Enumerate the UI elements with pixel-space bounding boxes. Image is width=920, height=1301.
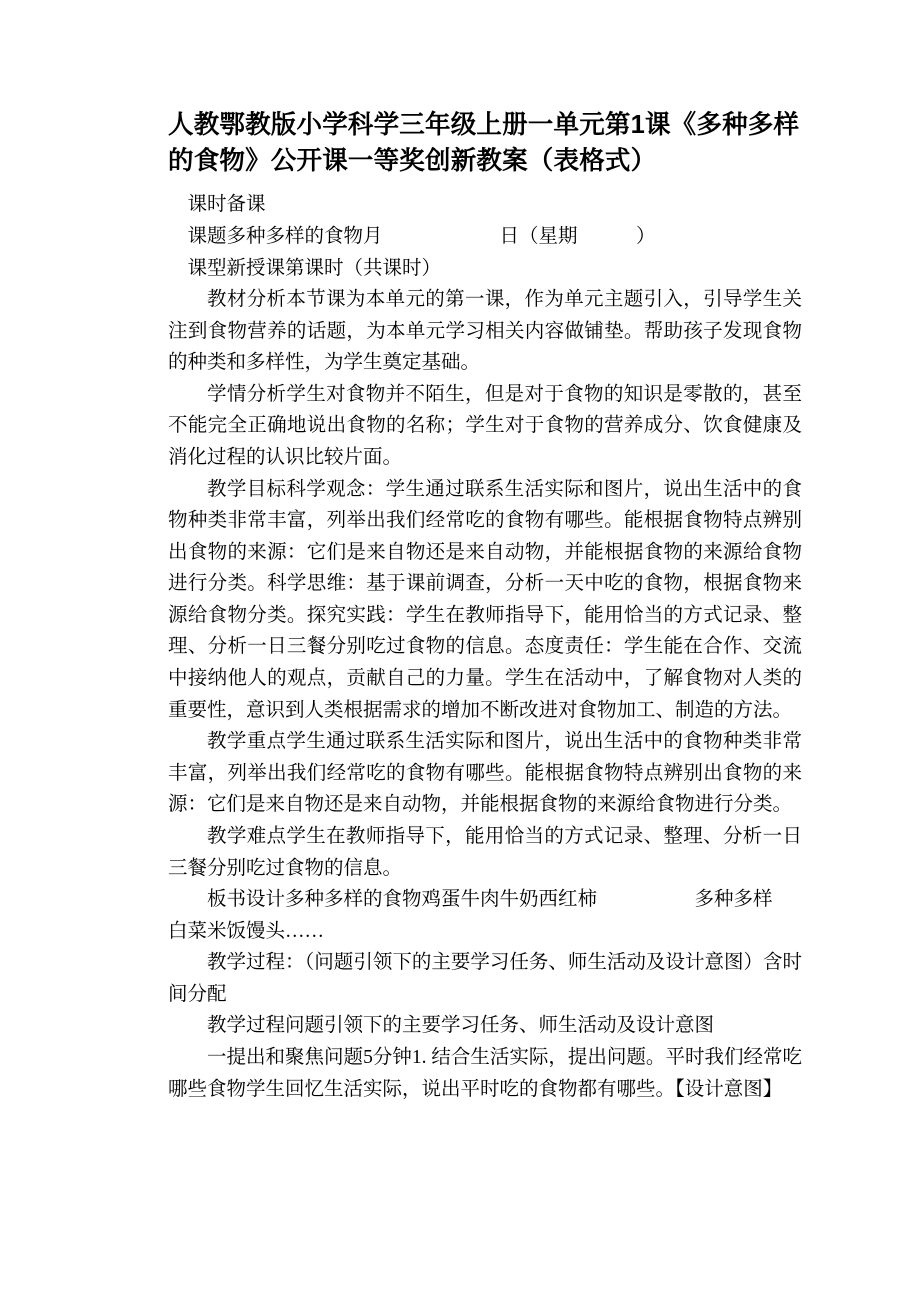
meta-line-topic: 课题多种多样的食物月 日（星期 ） xyxy=(187,225,656,247)
paragraph-teaching-objectives: 教学目标科学观念：学生通过联系生活实际和图片，说出生活中的食物种类非常丰富，列举出我们经常吃的食物有哪些。能根据食物特点辨别出食物的来源：它们是来自物还是来自动物，并能根据食物的来源给食物进行分类。科学思维：基于课前调查，分析一天中吃的食物，根据食物来源给食物分类。探究实践：学生在教师指导下，能用恰当的方式记录、整理、分析一日三餐分别吃过食物的信息。态度责任：学生能在合作、交流中接纳他人的观点，贡献自己的力量。学生在活动中，了解食物对人类的重要性，意识到人类根据需求的增加不断改进对食物加工、制造的方法。 xyxy=(168,478,802,721)
paragraph-material-analysis: 教材分析本节课为本单元的第一课，作为单元主题引入，引导学生关注到食物营养的话题，为本单元学习相关内容做铺垫。帮助孩子发现食物的种类和多样性，为学生奠定基础。 xyxy=(168,289,802,374)
meta-line-lesson-type: 课型新授课第课时（共课时） xyxy=(187,257,442,279)
paragraph-student-analysis: 学情分析学生对食物并不陌生，但是对于食物的知识是零散的，甚至不能完全正确地说出食物的名称；学生对于食物的营养成分、饮食健康及消化过程的认识比较片面。 xyxy=(168,383,802,468)
board-design-line-1: 板书设计多种多样的食物鸡蛋牛肉牛奶西红柿 多种多样 xyxy=(207,889,773,911)
board-design-line-2: 白菜米饭馒头…… xyxy=(168,920,325,942)
paragraph-teaching-focus: 教学重点学生通过联系生活实际和图片，说出生活中的食物种类非常丰富，列举出我们经常吃的食物有哪些。能根据食物特点辨别出食物的来源：它们是来自物还是来自动物，并能根据食物的来源给食物进行分类。 xyxy=(168,731,802,816)
paragraph-teaching-process-table-header: 教学过程问题引领下的主要学习任务、师生活动及设计意图 xyxy=(207,1015,715,1037)
paragraph-teaching-process-step-one: 一提出和聚焦问题5分钟1. 结合生活实际，提出问题。平时我们经常吃哪些食物学生回忆生活实际，说出平时吃的食物都有哪些。【设计意图】 xyxy=(168,1046,802,1100)
paragraph-teaching-difficulty: 教学难点学生在教师指导下，能用恰当的方式记录、整理、分析一日三餐分别吃过食物的信息。 xyxy=(168,825,802,879)
paragraph-teaching-process-heading: 教学过程：（问题引领下的主要学习任务、师生活动及设计意图）含时间分配 xyxy=(168,952,802,1005)
meta-line-lesson-prep: 课时备课 xyxy=(187,194,266,216)
page-title: 人教鄂教版小学科学三年级上册一单元第1课《多种多样的食物》公开课一等奖创新教案（表格式） xyxy=(168,111,800,175)
